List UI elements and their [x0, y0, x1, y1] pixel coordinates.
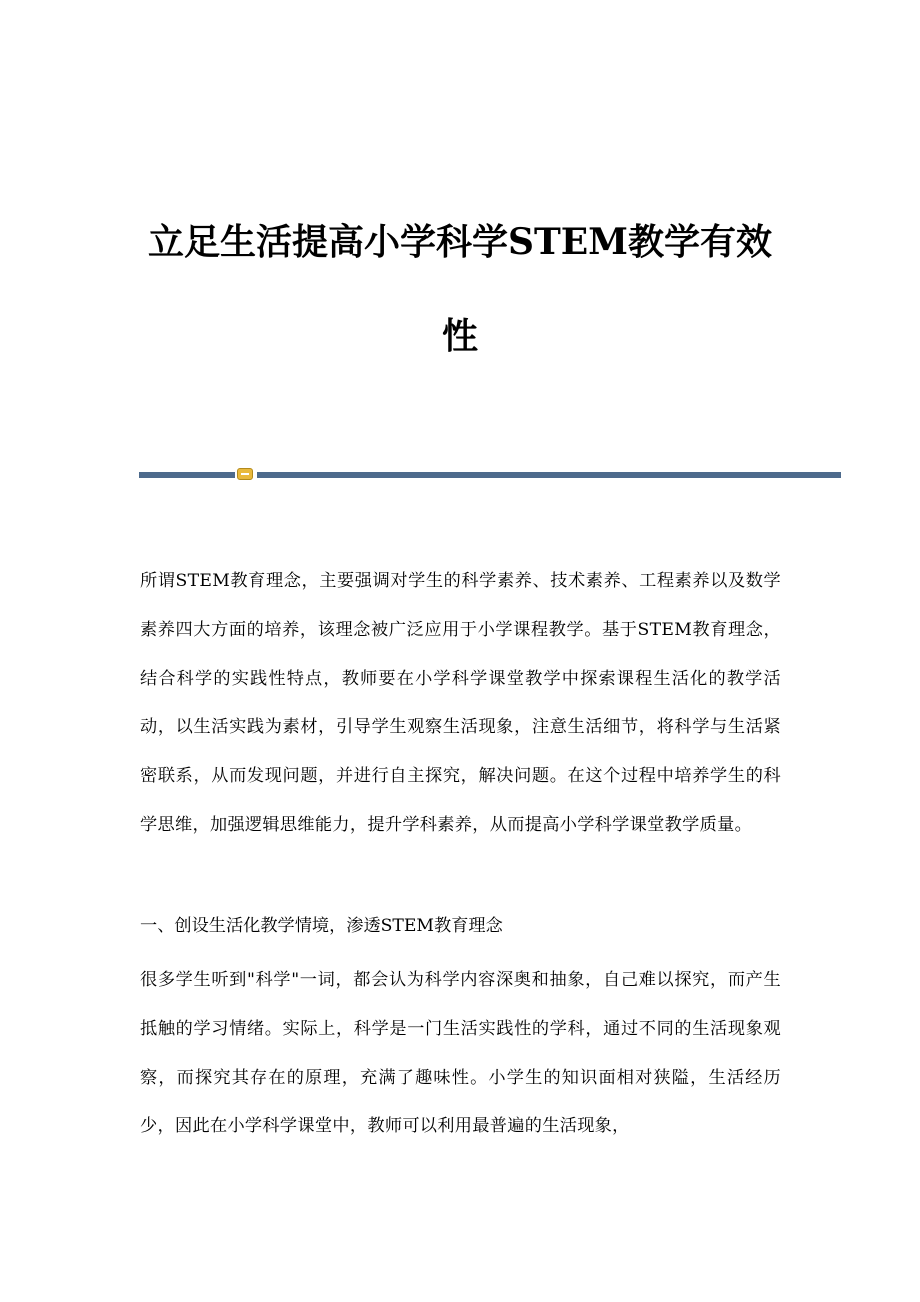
intro-paragraph: 所谓STEM教育理念，主要强调对学生的科学素养、技术素养、工程素养以及数学素养四大方面的培养，该理念被广泛应用于小学课程教学。基于STEM教育理念，结合科学的实践性特点，教师要在小学科学课堂教学中探索课程生活化的教学活动，以生活实践为素材，引导学生观察生活现象，注意生活细节，将科学与生活紧密联系，从而发现问题，并进行自主探究，解决问题。在这个过程中培养学生的科学思维，加强逻辑思维能力，提升学科素养，从而提高小学科学课堂教学质量。 — [140, 571, 781, 835]
divider-bar-right — [257, 472, 841, 478]
section-paragraph: 很多学生听到"科学"一词，都会认为科学内容深奥和抽象，自己难以探究，而产生抵触的学习情绪。实际上，科学是一门生活实践性的学科，通过不同的生活现象观察，而探究其存在的原理，充满了趣味性。小学生的知识面相对狭隘，生活经历少，因此在小学科学课堂中，教师可以利用最普遍的生活现象， — [140, 970, 781, 1137]
divider-bar-left — [139, 472, 235, 478]
document-title-line-2: 性 — [441, 315, 478, 357]
document-title-line-1: 立足生活提高小学科学STEM教学有效 — [147, 221, 773, 263]
divider-ornament-icon — [237, 468, 253, 480]
title-divider — [139, 468, 841, 480]
section-heading: 一、创设生活化教学情境，渗透STEM教育理念 — [140, 916, 503, 936]
